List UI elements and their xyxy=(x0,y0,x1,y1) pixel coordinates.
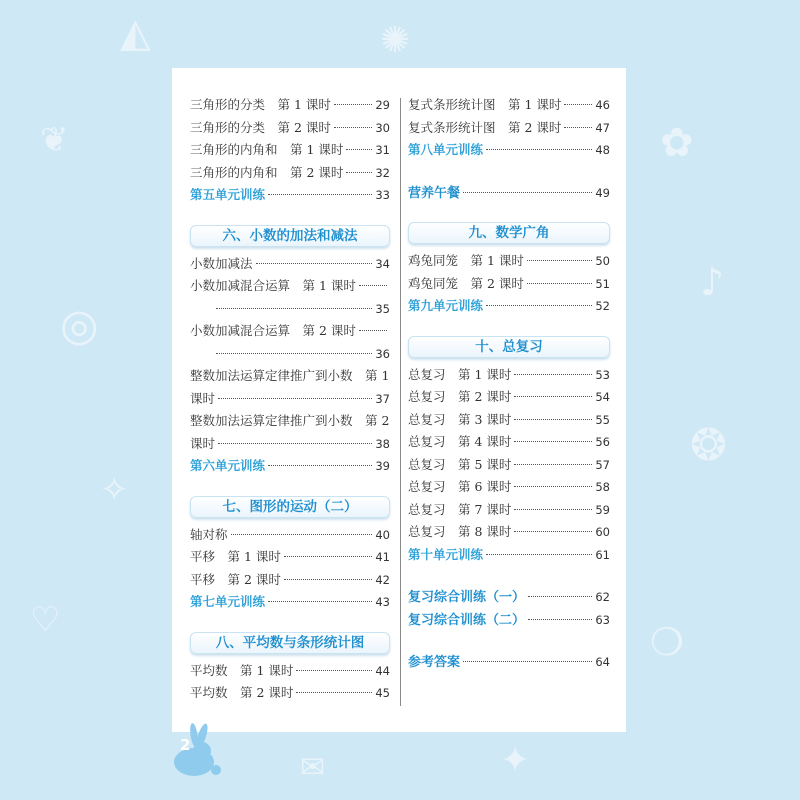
doodle-watermelon-icon: ◭ xyxy=(120,10,151,56)
toc-special-entry xyxy=(408,586,610,609)
toc-entry-title: 第六单元训练 xyxy=(190,458,266,473)
dot-leader xyxy=(346,172,372,173)
toc-entry xyxy=(190,343,390,366)
dot-leader xyxy=(514,531,592,532)
toc-entry-page: 32 xyxy=(375,165,390,180)
toc-entry-title: 整数加法运算定律推广到小数 第 1 xyxy=(190,368,390,383)
toc-entry-title: 三角形的内角和 第 1 课时 xyxy=(190,142,344,157)
toc-entry xyxy=(408,454,610,477)
toc-entry-page: 29 xyxy=(375,98,390,112)
toc-entry-title: 复习综合训练（二） xyxy=(408,612,526,628)
toc-entry-page: 33 xyxy=(375,188,390,202)
toc-special-entry xyxy=(408,182,610,205)
toc-entry-page: 48 xyxy=(595,143,610,157)
spacer xyxy=(190,478,390,492)
toc-entry-title: 总复习 第 4 课时 xyxy=(408,434,512,449)
dot-leader xyxy=(218,443,372,444)
toc-entry-title: 总复习 第 3 课时 xyxy=(408,411,512,427)
toc-entry-page: 42 xyxy=(375,572,390,587)
dot-leader xyxy=(284,579,372,580)
toc-entry-title: 营养午餐 xyxy=(408,185,461,201)
dot-leader xyxy=(514,486,592,487)
toc-entry-title: 整数加法运算定律推广到小数 第 2 xyxy=(190,413,390,428)
toc-entry-title: 三角形的分类 第 2 课时 xyxy=(190,119,331,135)
doodle-circle-icon: ◎ xyxy=(60,300,99,351)
toc-entry-page: 62 xyxy=(595,590,610,604)
toc-entry xyxy=(190,524,390,547)
toc-entry-page: 44 xyxy=(375,663,390,678)
toc-entry-page: 30 xyxy=(375,120,390,135)
toc-entry-title: 总复习 第 6 课时 xyxy=(408,479,512,494)
toc-entry-page: 59 xyxy=(595,502,610,517)
spacer xyxy=(190,207,390,221)
doodle-star2-icon: ✦ xyxy=(500,740,531,781)
toc-entry-page: 64 xyxy=(595,655,610,669)
toc-entry xyxy=(190,682,390,705)
toc-entry-page: 40 xyxy=(375,527,390,542)
toc-special-entry xyxy=(408,609,610,632)
toc-right-column xyxy=(408,94,610,674)
toc-entry-page: 49 xyxy=(595,185,610,200)
toc-entry-page: 45 xyxy=(375,686,390,700)
dot-leader xyxy=(514,441,592,442)
toc-entry-page: 41 xyxy=(375,550,390,564)
toc-entry-page: 43 xyxy=(375,595,390,609)
toc-entry-page: 55 xyxy=(595,412,610,427)
dot-leader xyxy=(463,661,592,662)
toc-entry xyxy=(408,499,610,522)
dot-leader xyxy=(564,104,592,105)
toc-entry-title: 复习综合训练（一） xyxy=(408,590,526,605)
doodle-orange-icon: ❂ xyxy=(690,420,727,471)
dot-leader xyxy=(527,260,592,261)
section-header: 八、平均数与条形统计图 xyxy=(190,632,390,654)
toc-entry-title: 参考答案 xyxy=(408,655,461,670)
toc-entry xyxy=(190,117,390,140)
toc-entry-title: 平移 第 1 课时 xyxy=(190,549,281,564)
dot-leader xyxy=(346,149,372,150)
toc-entry xyxy=(408,273,610,296)
spacer xyxy=(408,162,610,182)
toc-entry-page: 52 xyxy=(595,299,610,313)
toc-entry-title: 总复习 第 1 课时 xyxy=(408,366,512,382)
toc-entry-page: 53 xyxy=(595,367,610,382)
toc-entry-page: 39 xyxy=(375,459,390,473)
toc-special-entry xyxy=(408,651,610,674)
dot-leader xyxy=(486,149,592,150)
dot-leader xyxy=(296,692,372,693)
toc-entry-title: 小数加减法 xyxy=(190,255,253,271)
toc-entry-page: 46 xyxy=(595,98,610,112)
section-header: 十、总复习 xyxy=(408,336,610,358)
toc-entry-title: 总复习 第 8 课时 xyxy=(408,524,512,539)
dot-leader xyxy=(216,353,372,354)
toc-unit-entry xyxy=(190,591,390,614)
dot-leader xyxy=(486,305,592,306)
toc-entry-title: 复式条形统计图 第 2 课时 xyxy=(408,119,562,135)
dot-leader xyxy=(514,419,592,420)
toc-entry xyxy=(190,94,390,117)
toc-entry-page: 54 xyxy=(595,390,610,404)
toc-entry-page: 57 xyxy=(595,457,610,472)
toc-entry-page: 31 xyxy=(375,143,390,157)
toc-entry-title: 课时 xyxy=(190,435,216,451)
toc-entry-page: 56 xyxy=(595,435,610,449)
dot-leader xyxy=(528,596,592,597)
dot-leader xyxy=(463,192,592,193)
toc-entry-title: 三角形的内角和 第 2 课时 xyxy=(190,164,344,180)
dot-leader xyxy=(231,534,373,535)
toc-entry-title: 总复习 第 7 课时 xyxy=(408,501,512,517)
spacer xyxy=(408,631,610,651)
toc-entry xyxy=(408,94,610,117)
toc-entry xyxy=(190,139,390,162)
dot-leader xyxy=(256,263,373,264)
doodle-music-icon: ♪ xyxy=(700,260,725,304)
toc-entry-page: 37 xyxy=(375,391,390,406)
toc-entry-title: 第七单元训练 xyxy=(190,594,266,609)
toc-entry xyxy=(190,433,390,456)
toc-entry-title: 第九单元训练 xyxy=(408,298,484,313)
toc-entry xyxy=(190,253,390,276)
dot-leader xyxy=(527,283,592,284)
toc-entry-title: 轴对称 xyxy=(190,526,228,542)
toc-entry xyxy=(190,660,390,683)
toc-entry-page: 51 xyxy=(595,276,610,291)
toc-entry-title: 第五单元训练 xyxy=(190,187,266,202)
toc-entry xyxy=(190,410,390,433)
section-header: 九、数学广角 xyxy=(408,222,610,244)
toc-entry xyxy=(190,298,390,321)
toc-entry-page: 38 xyxy=(375,436,390,451)
toc-entry xyxy=(190,365,390,388)
toc-entry xyxy=(190,320,390,343)
dot-leader xyxy=(218,398,372,399)
doodle-balloon-icon: ❍ xyxy=(650,620,685,664)
toc-entry-page: 63 xyxy=(595,612,610,627)
spacer xyxy=(408,566,610,586)
toc-entry-title: 三角形的分类 第 1 课时 xyxy=(190,97,331,112)
dot-leader xyxy=(564,127,592,128)
toc-entry xyxy=(408,521,610,544)
dot-leader xyxy=(216,308,372,309)
toc-entry xyxy=(190,569,390,592)
toc-unit-entry xyxy=(190,184,390,207)
toc-entry xyxy=(408,476,610,499)
toc-entry-page: 34 xyxy=(375,256,390,271)
page-number-badge xyxy=(172,722,232,782)
page-number: 2 xyxy=(180,736,191,754)
toc-entry-title: 小数加减混合运算 第 2 课时 xyxy=(190,323,356,338)
toc-entry-title: 小数加减混合运算 第 1 课时 xyxy=(190,278,356,293)
doodle-envelope-icon: ✉ xyxy=(300,750,326,785)
toc-entry-title: 平移 第 2 课时 xyxy=(190,571,281,587)
toc-entry-page: 35 xyxy=(375,301,390,316)
toc-entry xyxy=(408,364,610,387)
section-header: 七、图形的运动（二） xyxy=(190,496,390,518)
toc-entry xyxy=(190,546,390,569)
toc-entry-title: 平均数 第 2 课时 xyxy=(190,685,294,700)
spacer xyxy=(408,204,610,218)
table-of-contents-page xyxy=(172,68,626,732)
toc-left-column xyxy=(190,94,390,705)
column-divider xyxy=(400,98,401,706)
dot-leader xyxy=(514,374,592,375)
dot-leader xyxy=(359,330,387,331)
dot-leader xyxy=(268,601,372,602)
toc-entry-title: 课时 xyxy=(190,390,216,406)
dot-leader xyxy=(514,509,592,510)
toc-entry-title: 总复习 第 2 课时 xyxy=(408,389,512,404)
dot-leader xyxy=(296,670,372,671)
toc-entry-page: 36 xyxy=(375,346,390,361)
toc-entry-page: 47 xyxy=(595,120,610,135)
toc-entry-page: 50 xyxy=(595,254,610,268)
spacer xyxy=(190,614,390,628)
toc-entry-page: 61 xyxy=(595,547,610,562)
section-header: 六、小数的加法和减法 xyxy=(190,225,390,247)
toc-entry xyxy=(408,431,610,454)
dot-leader xyxy=(514,396,592,397)
toc-entry xyxy=(190,275,390,298)
toc-unit-entry xyxy=(408,295,610,318)
dot-leader xyxy=(514,464,592,465)
spacer xyxy=(408,318,610,332)
toc-entry xyxy=(408,409,610,432)
doodle-swirl-icon: ✺ xyxy=(380,20,411,61)
doodle-flower-icon: ✿ xyxy=(660,120,694,166)
toc-entry-title: 第八单元训练 xyxy=(408,142,484,157)
toc-entry-title: 总复习 第 5 课时 xyxy=(408,456,512,472)
toc-unit-entry xyxy=(190,455,390,478)
toc-entry xyxy=(408,117,610,140)
toc-entry-title: 复式条形统计图 第 1 课时 xyxy=(408,97,562,112)
dot-leader xyxy=(334,104,372,105)
doodle-star-icon: ✧ xyxy=(100,470,129,510)
toc-entry xyxy=(190,162,390,185)
toc-entry xyxy=(190,388,390,411)
toc-entry xyxy=(408,250,610,273)
toc-entry-title: 鸡兔同笼 第 1 课时 xyxy=(408,253,524,268)
toc-unit-entry xyxy=(408,139,610,162)
doodle-heart-icon: ♡ xyxy=(30,600,61,640)
dot-leader xyxy=(359,285,387,286)
dot-leader xyxy=(268,194,372,195)
doodle-leaf-icon: ❦ xyxy=(40,120,69,160)
toc-entry-page: 58 xyxy=(595,480,610,494)
dot-leader xyxy=(284,556,372,557)
toc-entry xyxy=(408,386,610,409)
toc-unit-entry xyxy=(408,544,610,567)
dot-leader xyxy=(486,554,592,555)
toc-entry-page: 60 xyxy=(595,525,610,539)
dot-leader xyxy=(334,127,372,128)
toc-entry-title: 鸡兔同笼 第 2 课时 xyxy=(408,275,524,291)
dot-leader xyxy=(268,465,372,466)
toc-entry-title: 第十单元训练 xyxy=(408,546,484,562)
dot-leader xyxy=(528,619,592,620)
toc-entry-title: 平均数 第 1 课时 xyxy=(190,662,294,678)
